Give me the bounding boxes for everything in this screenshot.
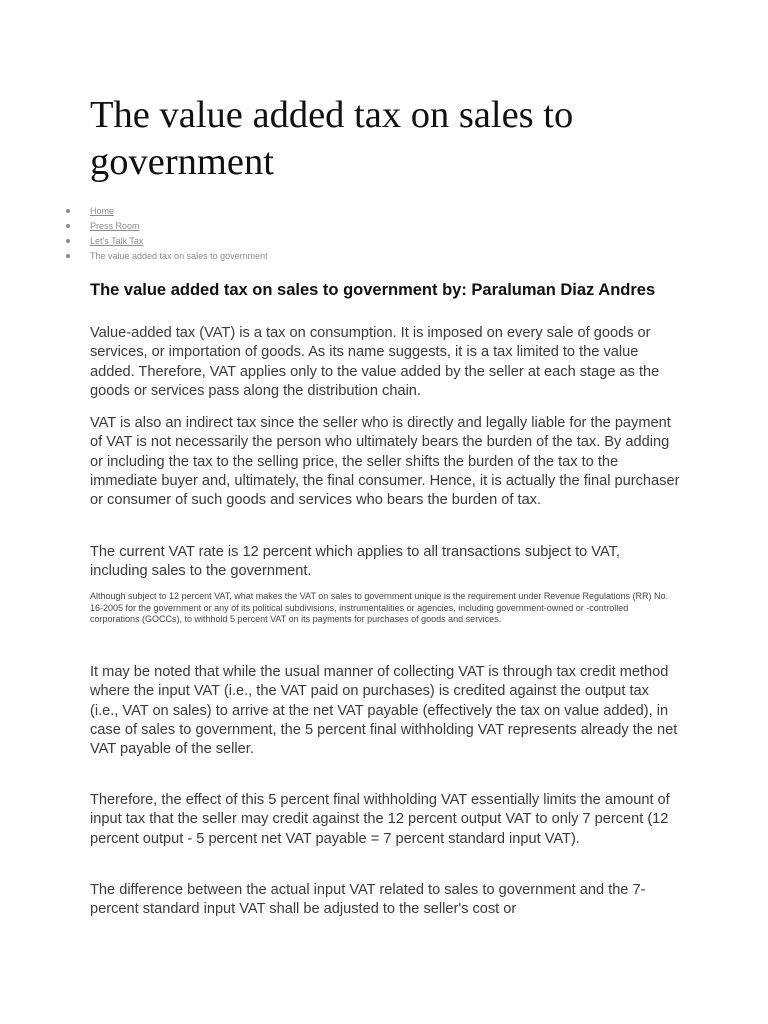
bullet-icon	[66, 254, 70, 258]
bullet-icon	[66, 239, 70, 243]
breadcrumb-link-press-room[interactable]: Press Room	[90, 221, 140, 231]
paragraph-tax-credit-method: It may be noted that while the usual manner of collecting VAT is through tax credit method where the input VAT (i.e., the VAT paid on purchases) is credited against the output tax (i.e., VAT on sales) to arrive at the net VAT payable (effectively the tax on value added), in case of sales to government, the 5 percent final withholding VAT represents already the net VAT payable of the seller.	[90, 664, 678, 758]
paragraph-input-tax-limit: Therefore, the effect of this 5 percent final withholding VAT essentially limits the amount of input tax that the seller may credit against the 12 percent output VAT to only 7 percent (12 percent output - 5 percent net VAT payable = 7 percent standard input VAT).	[90, 792, 670, 847]
paragraph-vat-rate: The current VAT rate is 12 percent which applies to all transactions subject to VAT, including sales to the government.	[90, 544, 620, 580]
breadcrumb	[90, 204, 268, 264]
paragraph-withholding-requirement: Although subject to 12 percent VAT, what makes the VAT on sales to government unique is the requirement under Revenue Regulations (RR) No. 16-2005 for the government or any of its political subdivisions, instrumentalities or agencies, including government-owned or -controlled corporations (GOCCs), to withhold 5 percent VAT on its payments for purchases of goods and services.	[90, 591, 668, 625]
breadcrumb-item-home	[90, 204, 268, 219]
paragraph-indirect-tax: VAT is also an indirect tax since the seller who is directly and legally liable for the payment of VAT is not necessarily the person who ultimately bears the burden of the tax. By adding or including the tax to the selling price, the seller shifts the burden of the tax to the immediate buyer and, ultimately, the final consumer. Hence, it is actually the final purchaser or consumer of such goods and services who bears the burden of tax.	[90, 415, 680, 509]
paragraph-input-vat-difference: The difference between the actual input VAT related to sales to government and the 7-percent standard input VAT shall be adjusted to the seller's cost or	[90, 882, 646, 918]
paragraph-vat-definition: Value-added tax (VAT) is a tax on consumption. It is imposed on every sale of goods or services, or importation of goods. As its name suggests, it is a tax limited to the value added. Therefore, VAT applies only to the value added by the seller at each stage as the goods or services pass along the distribution chain.	[90, 325, 660, 399]
breadcrumb-current-page: The value added tax on sales to government	[90, 251, 268, 261]
breadcrumb-link-home[interactable]: Home	[90, 206, 115, 216]
bullet-icon	[66, 224, 70, 228]
breadcrumb-item-lets-talk-tax	[90, 234, 268, 249]
article-heading: The value added tax on sales to government by: Paraluman Diaz Andres	[90, 281, 656, 299]
breadcrumb-item-current	[90, 249, 268, 264]
bullet-icon	[66, 209, 70, 213]
page-title: The value added tax on sales to government	[90, 94, 574, 183]
breadcrumb-item-press-room	[90, 219, 268, 234]
breadcrumb-link-lets-talk-tax[interactable]: Let's Talk Tax	[90, 236, 144, 246]
